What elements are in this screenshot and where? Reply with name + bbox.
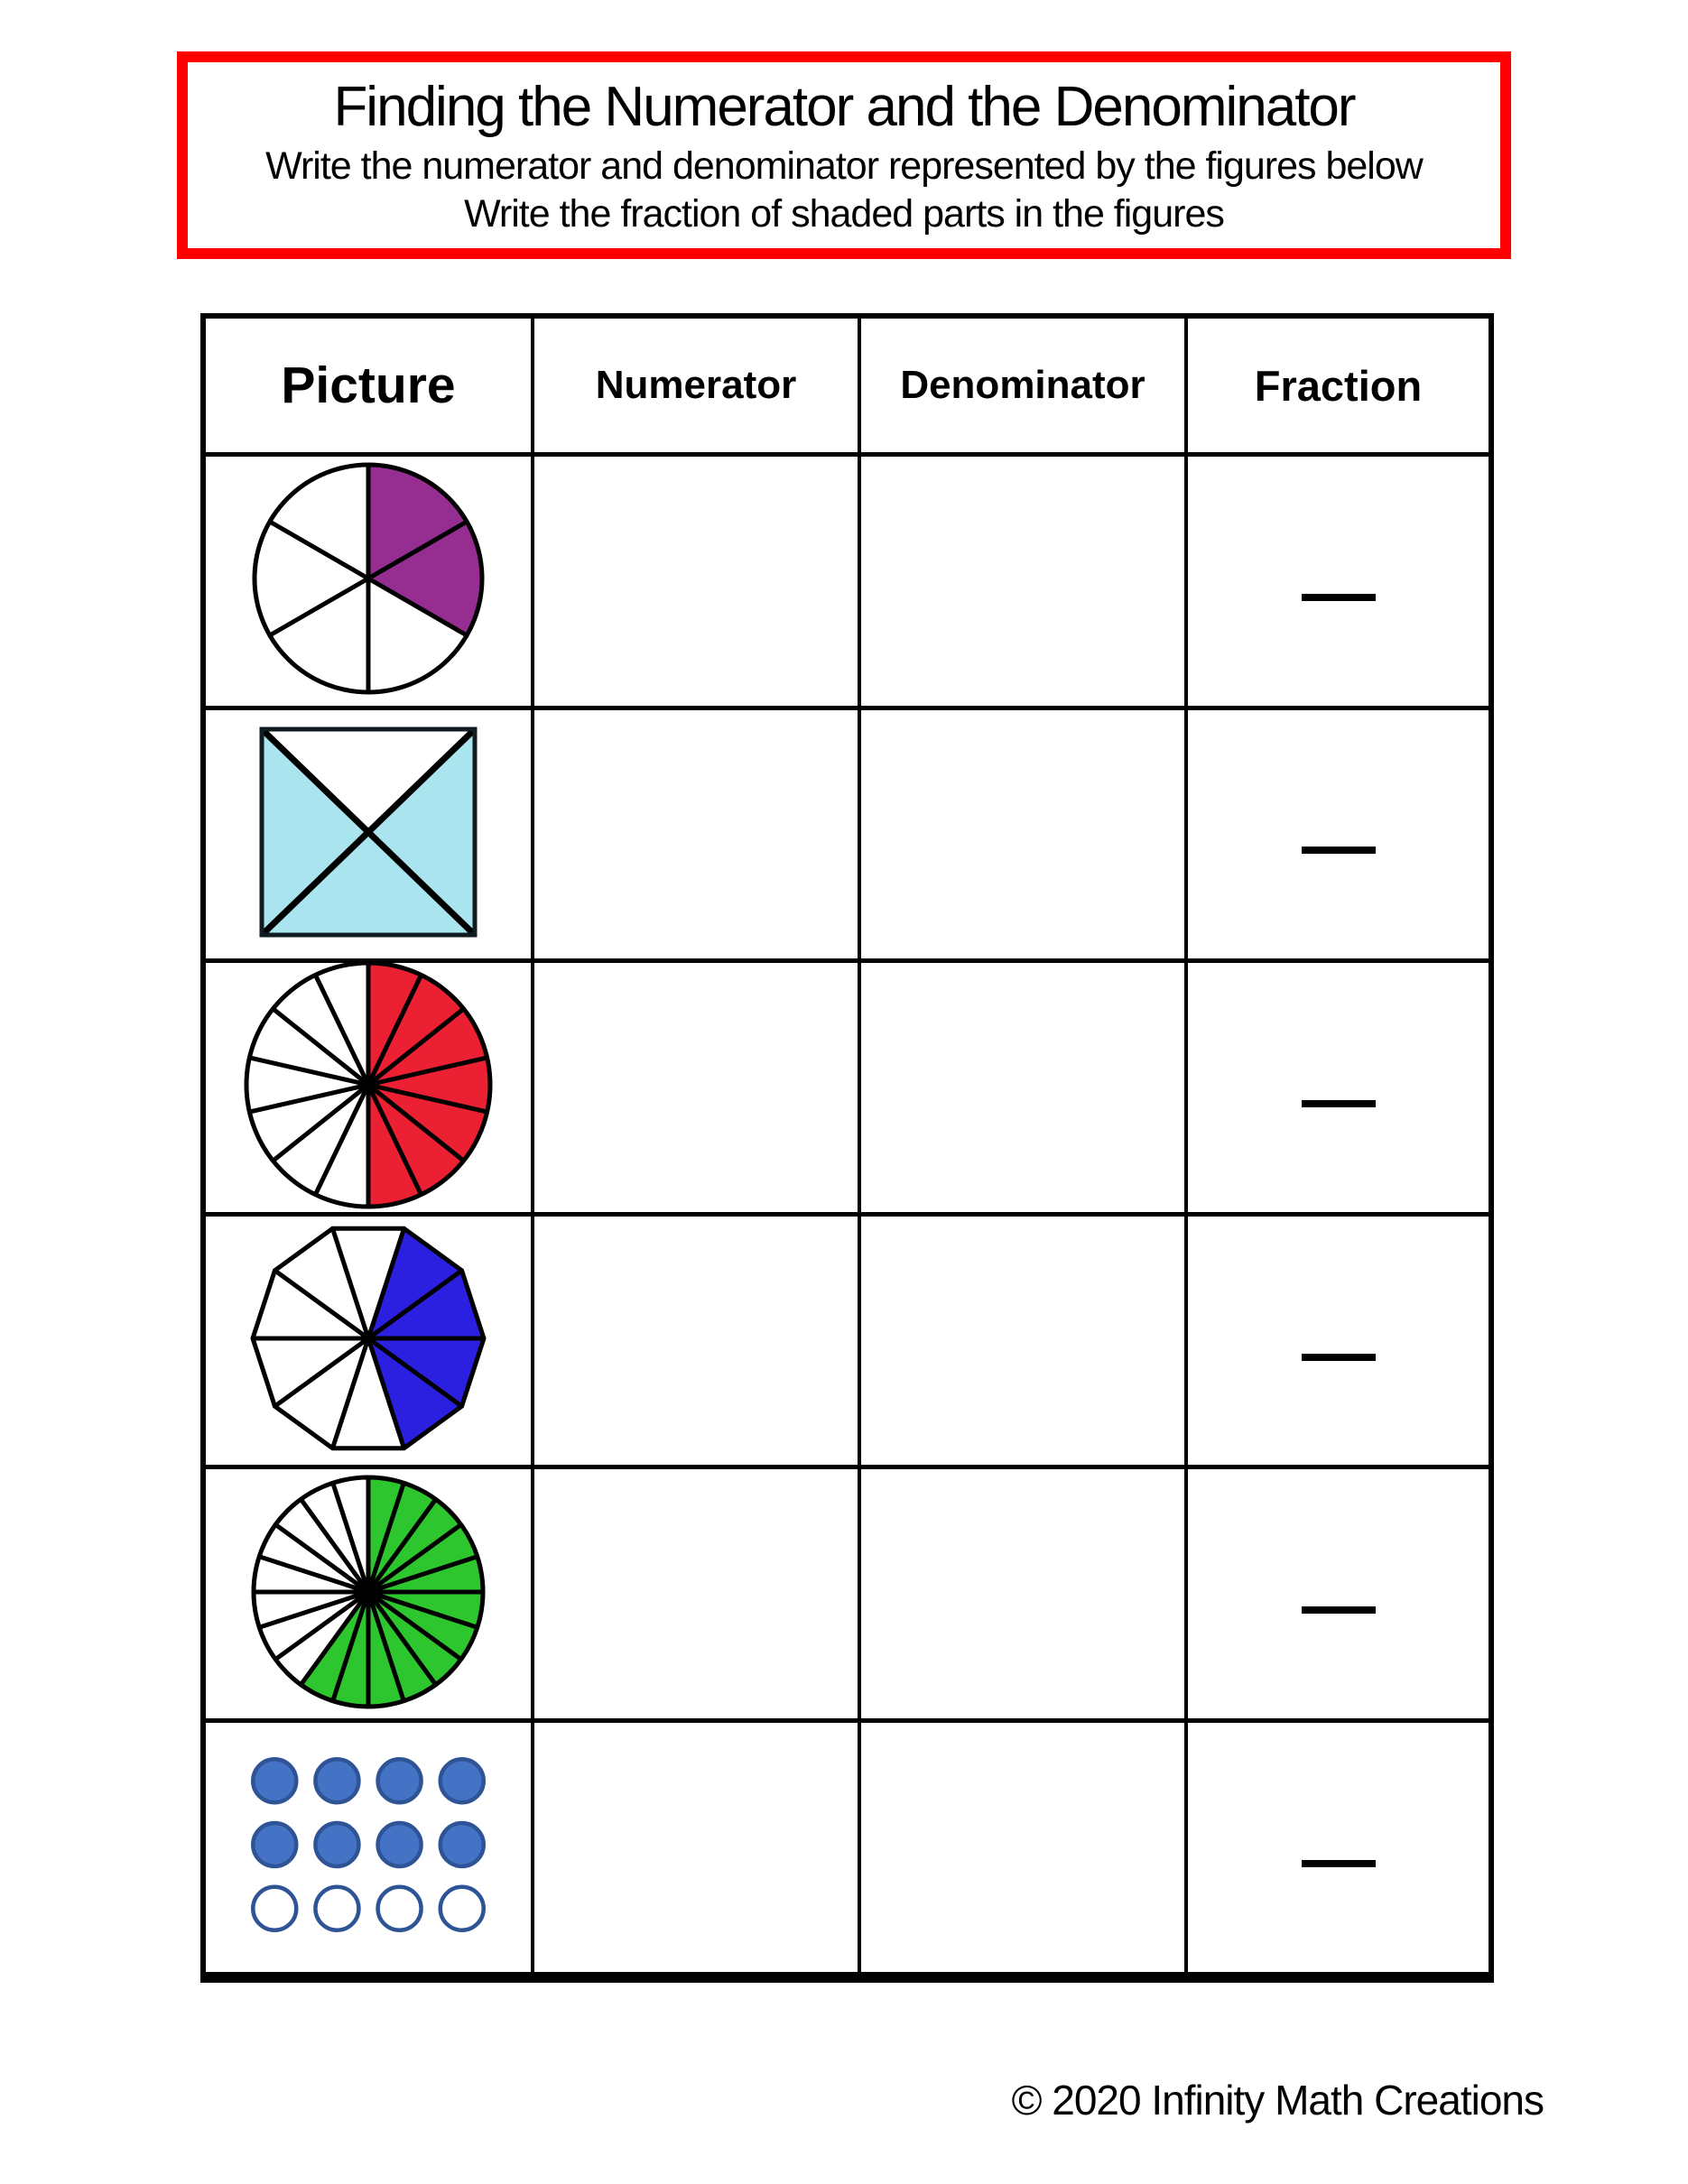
- numerator-answer-cell-row4[interactable]: [531, 1212, 858, 1466]
- picture-cell-row1: [206, 452, 531, 706]
- numerator-answer-cell-row6[interactable]: [531, 1718, 858, 1972]
- denominator-answer-cell-row4[interactable]: [858, 1212, 1184, 1466]
- picture-cell-row3: [206, 958, 531, 1212]
- picture-cell-row4: [206, 1212, 531, 1466]
- picture-cell-row2: [206, 706, 531, 959]
- column-header-fraction: Fraction: [1184, 319, 1489, 452]
- figure-circle-fourteenths: [243, 959, 494, 1215]
- numerator-answer-cell-row2[interactable]: [531, 706, 858, 959]
- fraction-answer-cell-row5[interactable]: [1184, 1465, 1489, 1718]
- denominator-answer-cell-row3[interactable]: [858, 958, 1184, 1212]
- denominator-answer-cell-row5[interactable]: [858, 1465, 1184, 1718]
- column-header-picture: Picture: [281, 356, 456, 414]
- column-header-denominator: Denominator: [858, 319, 1184, 452]
- numerator-answer-cell-row1[interactable]: [531, 452, 858, 706]
- copyright-text: © 2020 Infinity Math Creations: [1011, 2077, 1544, 2124]
- page-subtitle-2: Write the fraction of shaded parts in the figures: [464, 192, 1224, 236]
- numerator-answer-cell-row5[interactable]: [531, 1465, 858, 1718]
- worksheet-table: [200, 313, 1494, 1983]
- fraction-answer-line: [1302, 1354, 1376, 1361]
- title-box: [177, 51, 1511, 259]
- figure-dot-array: [250, 1756, 487, 1938]
- denominator-answer-cell-row1[interactable]: [858, 452, 1184, 706]
- figure-circle-twentieths: [250, 1474, 487, 1715]
- denominator-answer-cell-row6[interactable]: [858, 1718, 1184, 1972]
- fraction-answer-line: [1302, 1606, 1376, 1614]
- fraction-answer-line: [1302, 847, 1376, 854]
- picture-cell-row6: [206, 1718, 531, 1972]
- page-title: Finding the Numerator and the Denominator: [333, 76, 1355, 138]
- figure-square-quarters: [258, 726, 478, 943]
- fraction-answer-line: [1302, 1860, 1376, 1867]
- page-subtitle-1: Write the numerator and denominator represented by the figures below: [265, 144, 1423, 188]
- numerator-answer-cell-row3[interactable]: [531, 958, 858, 1212]
- figure-circle-sixths: [251, 461, 486, 700]
- denominator-answer-cell-row2[interactable]: [858, 706, 1184, 959]
- fraction-answer-cell-row6[interactable]: [1184, 1718, 1489, 1972]
- fraction-answer-cell-row2[interactable]: [1184, 706, 1489, 959]
- fraction-answer-line: [1302, 594, 1376, 601]
- fraction-answer-line: [1302, 1100, 1376, 1107]
- picture-cell-row5: [206, 1465, 531, 1718]
- fraction-answer-cell-row4[interactable]: [1184, 1212, 1489, 1466]
- fraction-answer-cell-row3[interactable]: [1184, 958, 1489, 1212]
- fraction-answer-cell-row1[interactable]: [1184, 452, 1489, 706]
- figure-decagon-tenths: [248, 1222, 488, 1459]
- column-header-numerator: Numerator: [531, 319, 858, 452]
